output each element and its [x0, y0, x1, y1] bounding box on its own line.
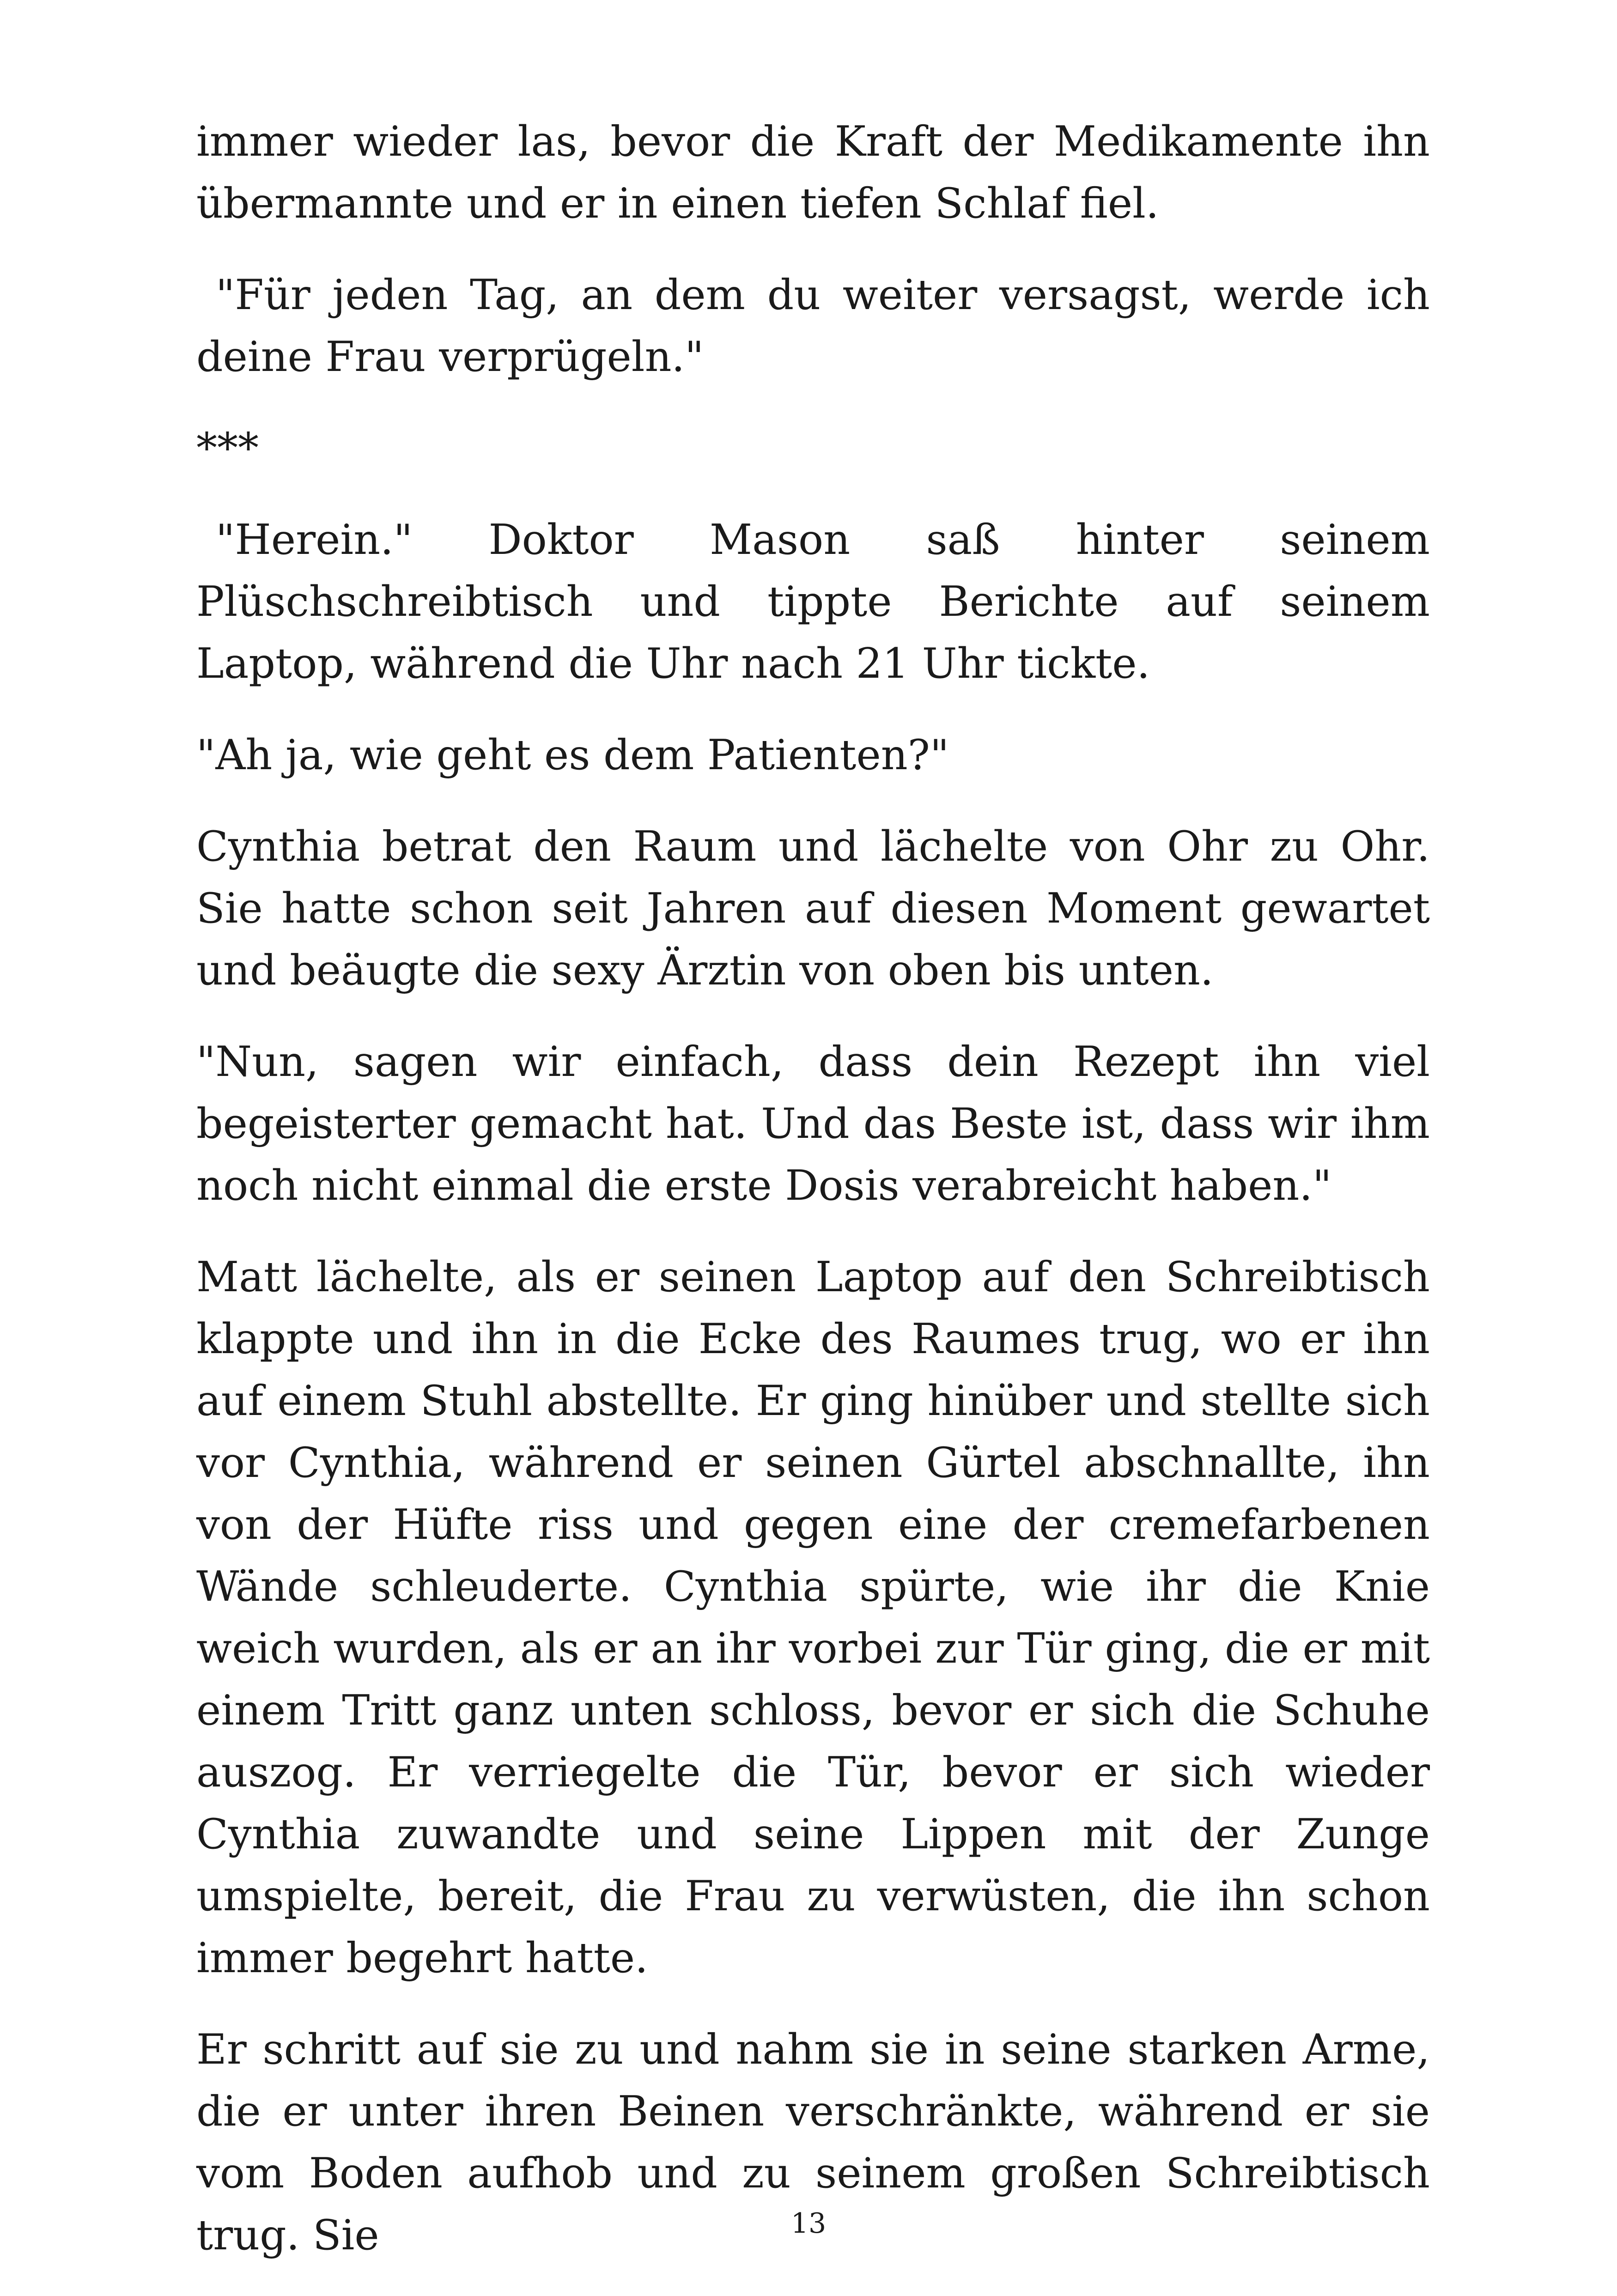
body-text	[196, 111, 1430, 2296]
section-separator: ***	[196, 424, 259, 473]
paragraph: Matt lächelte, als er seinen Laptop auf den Schreibtisch klappte und ihn in die Ecke des Raumes trug, wo er ihn auf einem Stuhl abstellte. Er ging hinüber und stellte sich vor Cynthia, während er seinen Gürtel abschnallte, ihn von der Hüfte riss und gegen eine der cremefarbenen Wände schleuderte. Cynthia spürte, wie ihr die Knie weich wurden, als er an ihr vorbei zur Tür ging, die er mit einem Tritt ganz unten schloss, bevor er sich die Schuhe auszog. Er verriegelte die Tür, bevor er sich wieder Cynthia zuwandte und seine Lippen mit der Zunge umspielte, bereit, die Frau zu verwüsten, die ihn schon immer begehrt hatte.	[196, 1253, 1430, 1982]
paragraph: "Ah ja, wie geht es dem Patienten?"	[196, 731, 949, 779]
paragraph: "Herein." Doktor Mason saß hinter seinem Plüschschreibtisch und tippte Berichte auf seinem Laptop, während die Uhr nach 21 Uhr tickte.	[196, 516, 1430, 688]
paragraph: Cynthia betrat den Raum und lächelte von Ohr zu Ohr. Sie hatte schon seit Jahren auf diesen Moment gewartet und beäugte die sexy Ärztin von oben bis unten.	[196, 822, 1430, 995]
page-number: 13	[790, 2207, 827, 2240]
paragraph: immer wieder las, bevor die Kraft der Medikamente ihn übermannte und er in einen tiefen Schlaf fiel.	[196, 117, 1430, 228]
paragraph: Er schritt auf sie zu und nahm sie in seine starken Arme, die er unter ihren Beinen verschränkte, während er sie vom Boden aufhob und zu seinem großen Schreibtisch trug. Sie	[196, 2025, 1430, 2260]
paragraph: "Für jeden Tag, an dem du weiter versagst, werde ich deine Frau verprügeln."	[196, 271, 1430, 381]
paragraph: "Nun, sagen wir einfach, dass dein Rezept ihn viel begeisterter gemacht hat. Und das Beste ist, dass wir ihm noch nicht einmal die erste Dosis verabreicht haben."	[196, 1038, 1430, 1210]
